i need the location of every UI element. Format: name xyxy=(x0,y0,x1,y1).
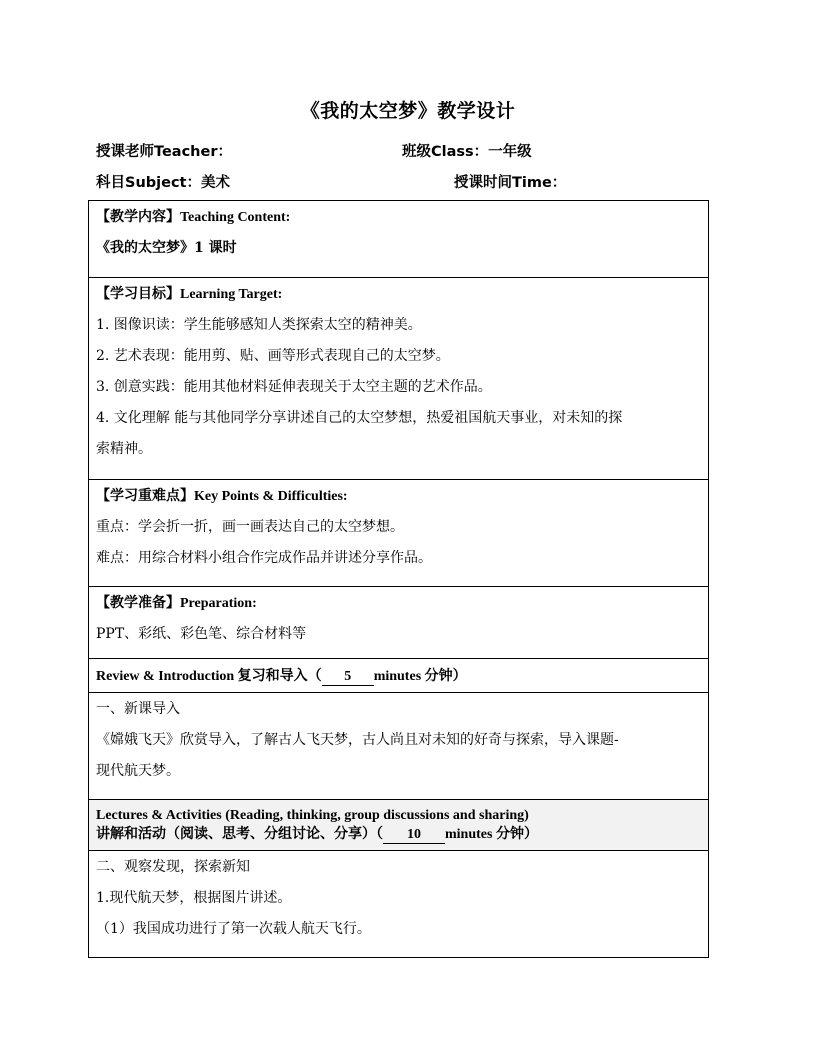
learning-target-heading xyxy=(96,279,701,310)
heading-cn: 【教学准备】 xyxy=(96,595,180,611)
lectures-line-2: 1.现代航天梦，根据图片讲述。 xyxy=(96,890,292,906)
heading-en: Key Points & Difficulties: xyxy=(194,489,348,504)
target-line-2: 2. 艺术表现：能用剪、贴、画等形式表现自己的太空梦。 xyxy=(96,348,450,364)
preparation-cell xyxy=(89,587,709,659)
heading-cn: 【学习目标】 xyxy=(96,286,180,302)
review-band-row xyxy=(89,659,709,693)
content-line: 《我的太空梦》1 课时 xyxy=(96,240,237,256)
review-label-after: minutes 分钟） xyxy=(373,669,467,684)
class-field: 班级Class：一年级 xyxy=(402,144,532,160)
lectures-line-3: （1）我国成功进行了第一次载人航天飞行。 xyxy=(96,921,371,937)
teaching-content-cell xyxy=(89,201,709,278)
heading-en: Teaching Content: xyxy=(180,210,291,225)
heading-en: Learning Target: xyxy=(180,287,283,302)
teaching-content-heading xyxy=(96,202,701,233)
key-points-row xyxy=(89,480,709,587)
review-band-label xyxy=(96,665,701,686)
learning-target-cell xyxy=(89,278,709,480)
lesson-plan-table xyxy=(88,200,709,958)
key-point-line: 重点：学会折一折，画一画表达自己的太空梦想。 xyxy=(96,519,404,535)
teaching-content-row xyxy=(89,201,709,278)
lectures-band-cell xyxy=(89,800,709,851)
preparation-line: PPT、彩纸、彩色笔、综合材料等 xyxy=(96,626,307,642)
review-label-before: Review & Introduction 复习和导入（ xyxy=(96,669,322,684)
heading-en: Preparation: xyxy=(180,596,257,611)
review-line-3: 现代航天梦。 xyxy=(96,763,180,779)
target-line-3: 3. 创意实践：能用其他材料延伸表现关于太空主题的艺术作品。 xyxy=(96,379,492,395)
review-minutes: 5 xyxy=(322,669,374,686)
preparation-row xyxy=(89,587,709,659)
key-points-cell xyxy=(89,480,709,587)
lectures-band-line-1: Lectures & Activities (Reading, thinking, group discussions and sharing) xyxy=(96,808,529,823)
time-field: 授课时间Time： xyxy=(454,175,567,191)
target-line-4: 4. 文化理解 能与其他同学分享讲述自己的太空梦想，热爱祖国航天事业，对未知的探 xyxy=(96,410,623,426)
lectures-band-row xyxy=(89,800,709,851)
target-line-1: 1. 图像识读：学生能够感知人类探索太空的精神美。 xyxy=(96,317,422,333)
lectures-line-1: 二、观察发现，探索新知 xyxy=(96,859,250,875)
lectures-label-before: 讲解和活动（阅读、思考、分组讨论、分享）（ xyxy=(96,827,383,842)
key-points-heading xyxy=(96,481,701,512)
document-title: 《我的太空梦》教学设计 xyxy=(300,100,516,122)
lectures-band-line-2 xyxy=(96,825,701,844)
subject-field: 科目Subject：美术 xyxy=(96,175,230,191)
lectures-minutes: 10 xyxy=(383,827,445,844)
review-body-cell xyxy=(89,693,709,800)
difficulty-line: 难点：用综合材料小组合作完成作品并讲述分享作品。 xyxy=(96,550,432,566)
heading-cn: 【教学内容】 xyxy=(96,209,180,225)
heading-cn: 【学习重难点】 xyxy=(96,488,194,504)
target-line-5: 索精神。 xyxy=(96,441,152,457)
teacher-field: 授课老师Teacher： xyxy=(96,144,232,160)
learning-target-row xyxy=(89,278,709,480)
lectures-label-after: minutes 分钟） xyxy=(445,827,538,842)
review-band-cell xyxy=(89,659,709,693)
review-body-row xyxy=(89,693,709,800)
lectures-body-row xyxy=(89,851,709,958)
review-line-2: 《嫦娥飞天》欣赏导入，了解古人飞天梦，古人尚且对未知的好奇与探索，导入课题- xyxy=(96,732,619,748)
review-line-1: 一、新课导入 xyxy=(96,701,180,717)
lectures-body-cell xyxy=(89,851,709,958)
preparation-heading xyxy=(96,588,701,619)
